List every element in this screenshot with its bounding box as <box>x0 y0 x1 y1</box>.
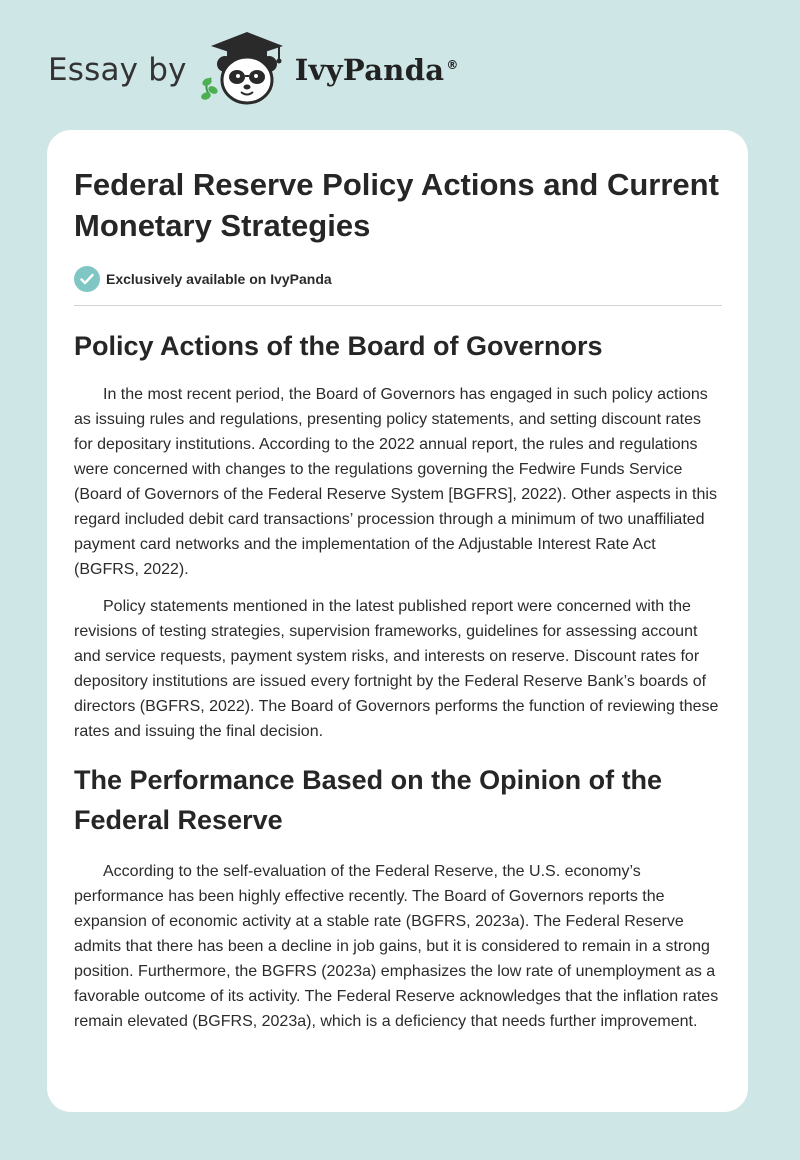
badge-label: Exclusively available on IvyPanda <box>106 271 332 287</box>
paragraph: According to the self-evaluation of the Federal Reserve, the U.S. economy’s performance has been highly effective recently. The Board of Governors reports the expansion of economic activity at a stable rate (BGFRS, 2023a). The Federal Reserve admits that there has been a decline in job gains, but it is considered to remain in a strong position. Furthermore, the BGFRS (2023a) emphasizes the low rate of unemployment as a favorable outcome of its activity. The Federal Reserve acknowledges that the inflation rates remain elevated (BGFRS, 2023a), which is a deficiency that needs further improvement. <box>74 863 719 1030</box>
brand-name[interactable]: IvyPanda ® <box>294 53 459 87</box>
divider <box>74 305 722 306</box>
panda-logo-icon[interactable] <box>195 28 295 113</box>
page-title: Federal Reserve Policy Actions and Current Monetary Strategies <box>74 167 719 243</box>
checkmark-icon <box>74 266 100 292</box>
essay-card <box>47 130 748 1112</box>
paragraph: In the most recent period, the Board of Governors has engaged in such policy actions as issuing rules and regulations, presenting policy statements, and setting discount rates for depositary institutions. According to the 2022 annual report, the rules and regulations were concerned with changes to the regulations governing the Fedwire Funds Service (Board of Governors of the Federal Reserve System [BGFRS], 2022). Other aspects in this regard included debit card transactions’ procession through a minimum of two unaffiliated payment card networks and the implementation of the Adjustable Interest Rate Act (BGFRS, 2022). <box>74 386 717 578</box>
brand-prefix: Essay by <box>48 52 187 88</box>
section-heading-performance: The Performance Based on the Opinion of the Federal Reserve <box>74 765 663 835</box>
brand-header <box>48 30 459 110</box>
registered-mark: ® <box>446 58 459 73</box>
section-heading-policy-actions: Policy Actions of the Board of Governors <box>74 331 603 361</box>
paragraph: Policy statements mentioned in the latest published report were concerned with the revisions of testing strategies, supervision frameworks, guidelines for assessing account and service requests, payment system risks, and interests on reserve. Discount rates for depository institutions are issued every fortnight by the Federal Reserve Bank’s boards of directors (BGFRS, 2022). The Board of Governors performs the function of reviewing these rates and issuing the final decision. <box>74 598 719 740</box>
exclusive-badge <box>74 265 722 293</box>
